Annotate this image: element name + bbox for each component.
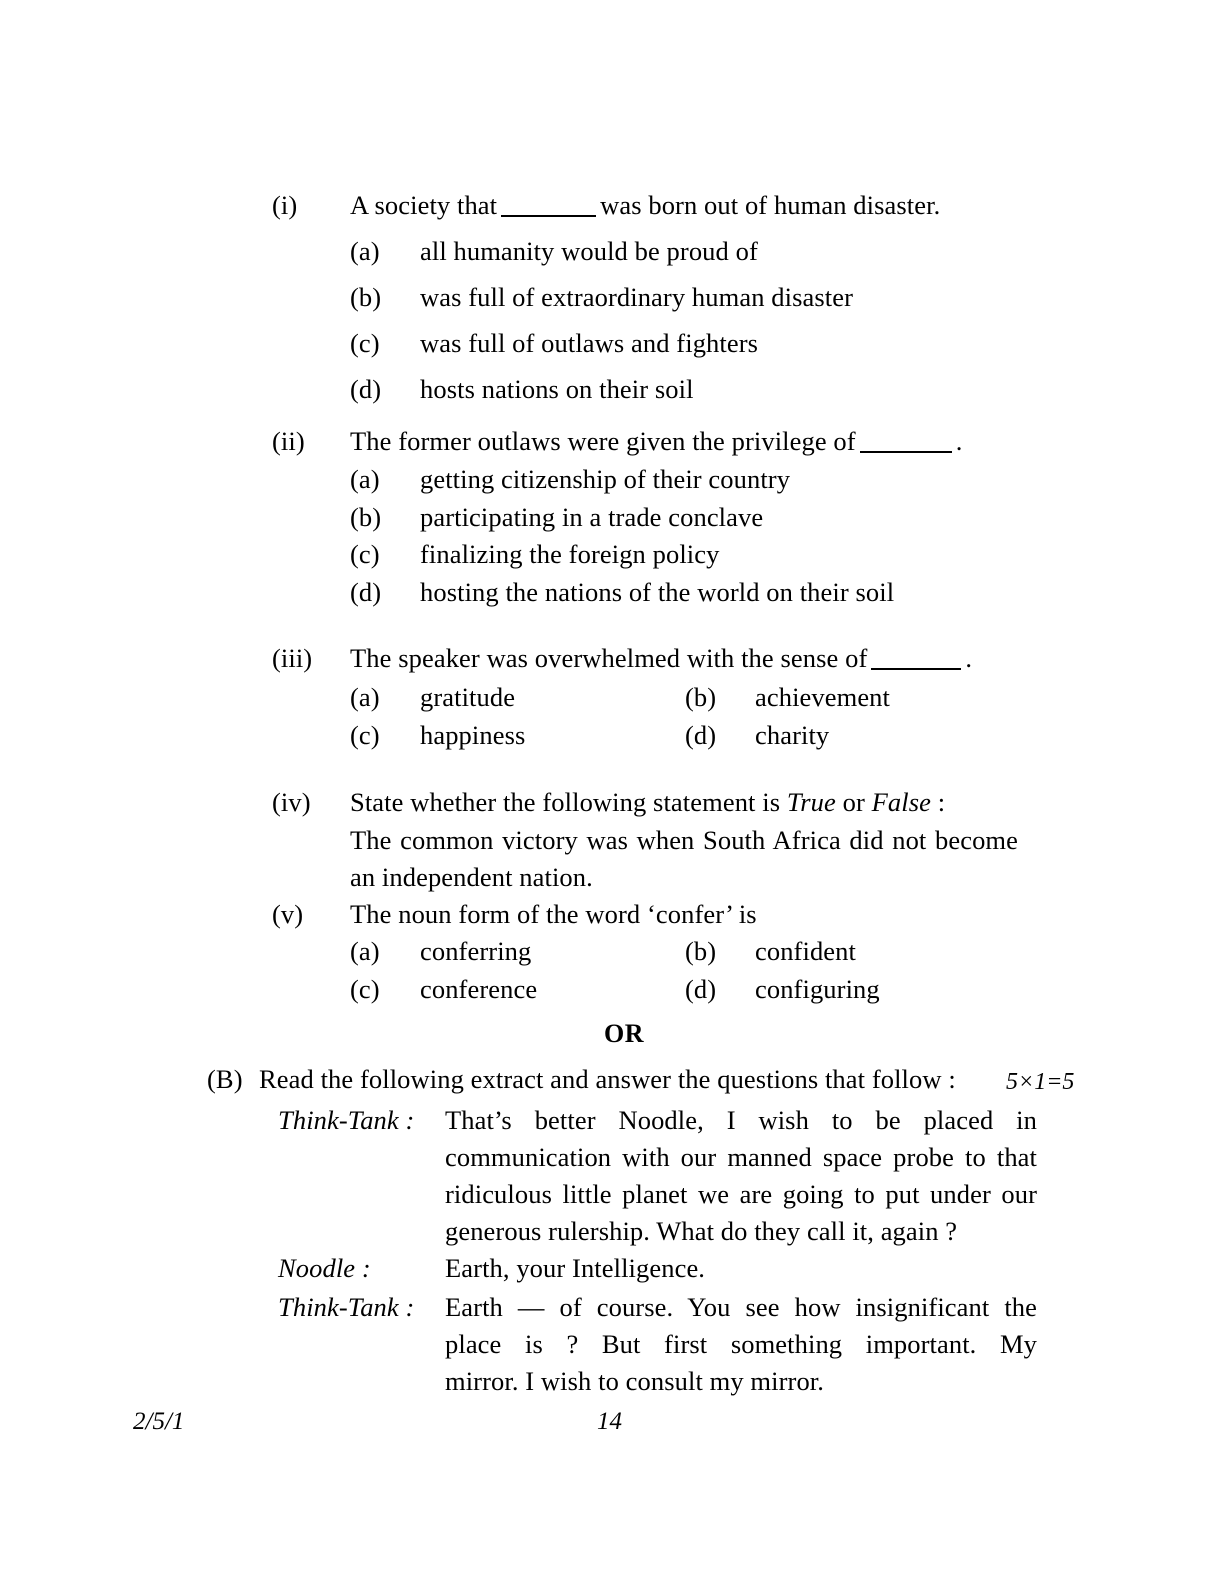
option-letter: (a) — [350, 682, 380, 712]
option-text: achievement — [755, 682, 890, 712]
option-text: was full of outlaws and fighters — [420, 328, 759, 358]
or-divider: OR — [604, 1019, 644, 1048]
question-v-option-d[interactable] — [685, 976, 880, 1003]
question-iii-option-b[interactable] — [685, 684, 890, 711]
question-ii-option-a[interactable] — [350, 466, 790, 493]
option-letter: (d) — [350, 577, 382, 607]
question-iii — [272, 645, 972, 672]
option-letter: (c) — [350, 974, 380, 1004]
question-v-option-a[interactable] — [350, 938, 531, 965]
option-letter: (c) — [350, 328, 380, 358]
option-text: participating in a trade conclave — [420, 502, 764, 532]
option-letter: (c) — [350, 720, 380, 750]
option-letter: (a) — [350, 236, 380, 266]
question-iv-instruction-pre: State whether the following statement is — [350, 787, 781, 817]
question-iii-number: (iii) — [272, 643, 313, 673]
question-i-option-c[interactable] — [350, 330, 758, 357]
option-text: conferring — [420, 936, 532, 966]
question-ii-option-c[interactable] — [350, 541, 719, 568]
question-iii-option-c[interactable] — [350, 722, 525, 749]
dialogue-line: ridiculous little planet we are going to put under our — [445, 1179, 1037, 1209]
question-iv — [272, 789, 945, 816]
dialogue-line: Earth, your Intelligence. — [445, 1253, 706, 1283]
question-i-number: (i) — [272, 190, 298, 220]
dialogue-line: generous rulership. What do they call it, again ? — [445, 1216, 958, 1246]
part-b-instruction: Read the following extract and answer the questions that follow : — [259, 1064, 956, 1094]
question-iv-statement-line-2: an independent nation. — [350, 862, 593, 892]
option-text: was full of extraordinary human disaster — [420, 282, 854, 312]
question-i — [272, 192, 940, 219]
question-ii-stem-before: The former outlaws were given the privilege of — [350, 426, 856, 456]
question-v-stem: The noun form of the word ‘confer’ is — [350, 899, 757, 929]
option-text: getting citizenship of their country — [420, 464, 791, 494]
option-text: charity — [755, 720, 830, 750]
option-letter: (b) — [350, 502, 382, 532]
question-iv-false-word: False — [871, 787, 931, 817]
question-v-number: (v) — [272, 899, 304, 929]
option-text: happiness — [420, 720, 526, 750]
dialogue-line: mirror. I wish to consult my mirror. — [445, 1366, 824, 1396]
footer-page-number: 14 — [597, 1408, 622, 1435]
question-v — [272, 901, 757, 928]
dialogue-line: Earth — of course. You see how insignificant the — [445, 1292, 1037, 1322]
option-text: configuring — [755, 974, 880, 1004]
dialogue-line: place is ? But first something important. My — [445, 1329, 1037, 1359]
question-ii-blank — [860, 451, 952, 453]
option-letter: (c) — [350, 539, 380, 569]
question-ii-stem-after: . — [955, 426, 963, 456]
part-b-header — [207, 1066, 956, 1093]
question-iii-stem — [350, 645, 972, 672]
option-text: hosting the nations of the world on their soil — [420, 577, 895, 607]
question-i-stem-after: was born out of human disaster. — [600, 190, 941, 220]
option-letter: (d) — [350, 374, 382, 404]
dialogue-line: That’s better Noodle, I wish to be placed in — [445, 1105, 1037, 1135]
question-i-option-b[interactable] — [350, 284, 853, 311]
question-iv-instruction-mid: or — [842, 787, 865, 817]
option-letter: (b) — [350, 282, 382, 312]
question-iii-option-a[interactable] — [350, 684, 515, 711]
question-ii-option-d[interactable] — [350, 579, 894, 606]
option-text: all humanity would be proud of — [420, 236, 758, 266]
question-iii-stem-before: The speaker was overwhelmed with the sense of — [350, 643, 868, 673]
question-iv-instruction-post: : — [937, 787, 946, 817]
option-text: confident — [755, 936, 856, 966]
question-iii-option-d[interactable] — [685, 722, 829, 749]
speaker-think-tank-1: Think-Tank : — [278, 1105, 415, 1135]
question-i-option-d[interactable] — [350, 376, 694, 403]
question-ii-stem — [350, 428, 962, 455]
question-v-option-c[interactable] — [350, 976, 537, 1003]
option-text: hosts nations on their soil — [420, 374, 694, 404]
question-iii-stem-after: . — [965, 643, 973, 673]
question-i-stem-before: A society that — [350, 190, 498, 220]
option-letter: (d) — [685, 974, 717, 1004]
question-iv-statement-line-1: The common victory was when South Africa did not become — [350, 825, 1018, 855]
footer-paper-code: 2/5/1 — [133, 1408, 185, 1435]
option-text: finalizing the foreign policy — [420, 539, 720, 569]
question-i-option-a[interactable] — [350, 238, 758, 265]
speaker-think-tank-2: Think-Tank : — [278, 1292, 415, 1322]
question-ii-option-b[interactable] — [350, 504, 763, 531]
dialogue-line: communication with our manned space probe to that — [445, 1142, 1037, 1172]
question-i-blank — [501, 215, 596, 217]
question-iii-blank — [871, 668, 961, 670]
question-i-stem — [350, 192, 940, 219]
option-text: conference — [420, 974, 538, 1004]
option-letter: (b) — [685, 682, 717, 712]
part-b-label: (B) — [207, 1064, 243, 1094]
question-iv-instruction — [350, 789, 945, 816]
part-b-marks: 5×1=5 — [1006, 1069, 1075, 1095]
option-letter: (a) — [350, 464, 380, 494]
question-ii-number: (ii) — [272, 426, 305, 456]
question-v-option-b[interactable] — [685, 938, 856, 965]
question-ii — [272, 428, 962, 455]
option-text: gratitude — [420, 682, 516, 712]
speaker-noodle: Noodle : — [278, 1253, 371, 1283]
option-letter: (a) — [350, 936, 380, 966]
option-letter: (b) — [685, 936, 717, 966]
question-iv-number: (iv) — [272, 787, 311, 817]
option-letter: (d) — [685, 720, 717, 750]
question-iv-true-word: True — [786, 787, 836, 817]
